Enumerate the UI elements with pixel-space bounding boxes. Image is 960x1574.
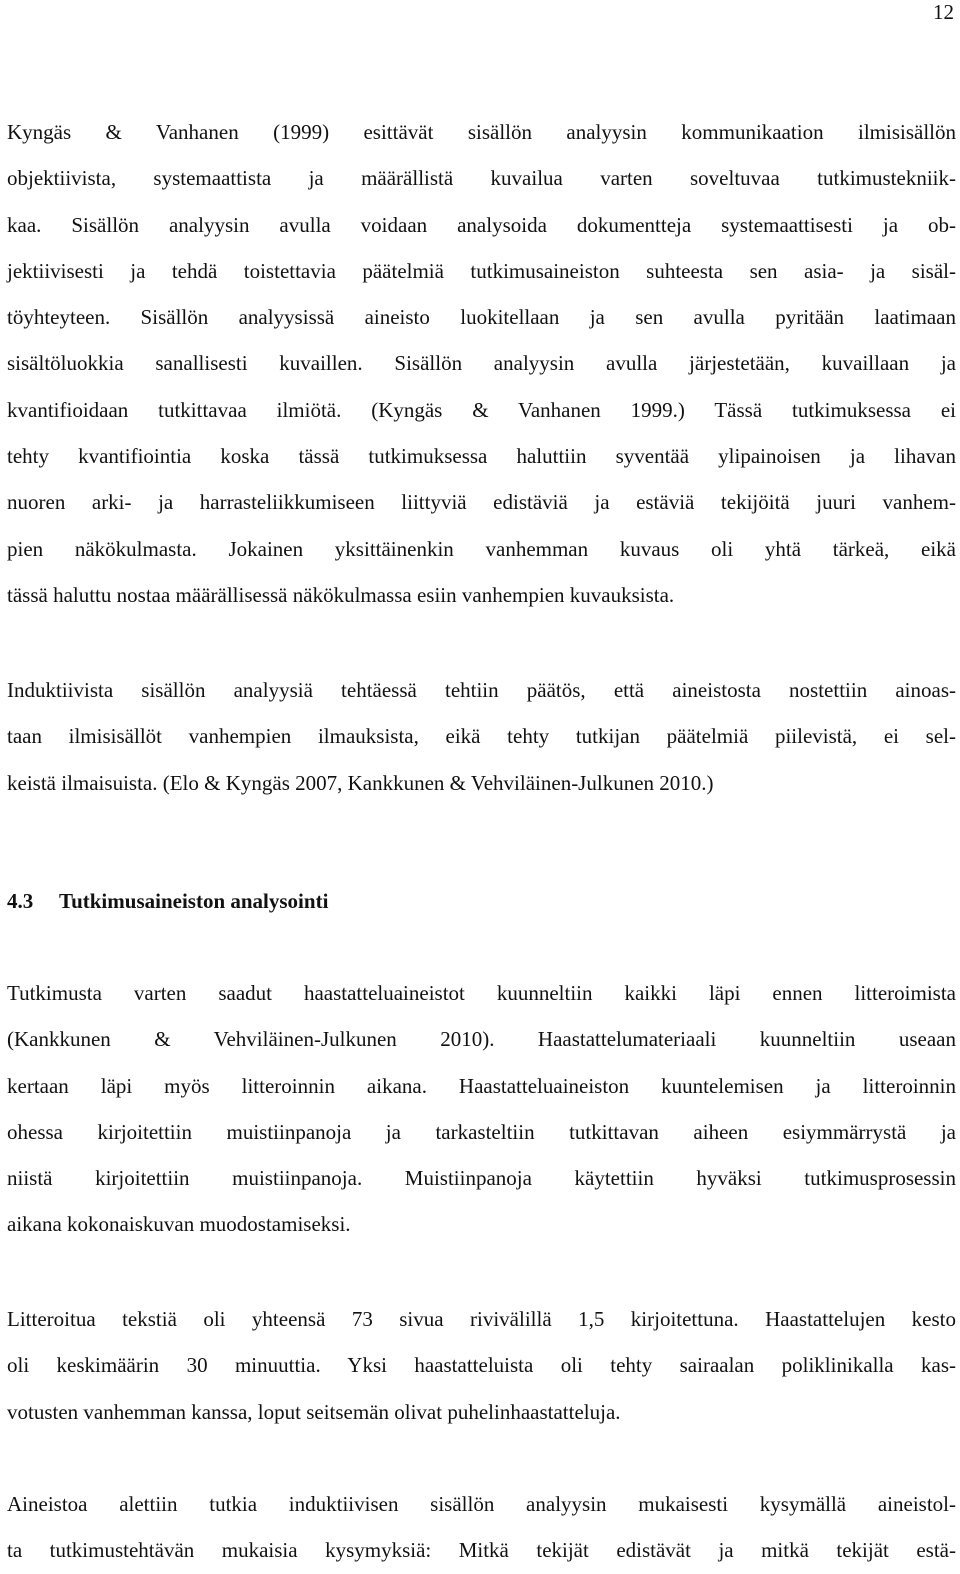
text-line: taan ilmisisällöt vanhempien ilmauksista, eikä tehty tutkijan päätelmiä piilevistä, ei sel- — [7, 724, 956, 749]
text-line: keistä ilmaisuista. (Elo & Kyngäs 2007, Kankkunen & Vehviläinen-Julkunen 2010.) — [7, 770, 714, 795]
text-line: ohessa kirjoitettiin muistiinpanoja ja tarkasteltiin tutkittavan aiheen esiymmärrystä ja — [7, 1119, 956, 1144]
section-heading — [7, 878, 328, 924]
text-line: niistä kirjoitettiin muistiinpanoja. Muistiinpanoja käytettiin hyväksi tutkimusprosessin — [7, 1166, 956, 1191]
page-number: 12 — [933, 0, 954, 24]
section-title: Tutkimusaineiston analysointi — [59, 889, 329, 913]
text-line: Kyngäs & Vanhanen (1999) esittävät sisällön analyysin kommunikaation ilmisisällön — [7, 120, 956, 144]
text-line: Aineistoa alettiin tutkia induktiivisen sisällön analyysin mukaisesti kysymällä aineistol- — [7, 1492, 956, 1516]
text-line: töyhteyteen. Sisällön analyysissä aineisto luokitellaan ja sen avulla pyritään laatimaan — [7, 305, 956, 330]
text-line: nuoren arki- ja harrasteliikkumiseen liittyviä edistäviä ja estäviä tekijöitä juuri vanhem- — [7, 490, 956, 515]
text-line: kvantifioidaan tutkittavaa ilmiötä. (Kyngäs & Vanhanen 1999.) Tässä tutkimuksessa ei — [7, 397, 956, 422]
paragraph-transcribed-text — [7, 1296, 956, 1435]
paragraph-content-analysis — [7, 109, 956, 618]
paragraph-research-questions — [7, 1481, 956, 1574]
paragraph-inductive-analysis — [7, 667, 956, 806]
text-line: Tutkimusta varten saadut haastatteluaineistot kuunneltiin kaikki läpi ennen litteroimista — [7, 981, 956, 1005]
text-line: oli keskimäärin 30 minuuttia. Yksi haastatteluista oli tehty sairaalan poliklinikalla kas- — [7, 1353, 956, 1378]
text-line: kaa. Sisällön analyysin avulla voidaan analysoida dokumentteja systemaattisesti ja ob- — [7, 212, 956, 237]
text-line: Induktiivista sisällön analyysiä tehtäessä tehtiin päätös, että aineistosta nostettiin ainoas- — [7, 678, 956, 702]
section-number: 4.3 — [7, 889, 34, 913]
text-line: jektiivisesti ja tehdä toistettavia päätelmiä tutkimusaineiston suhteesta sen asia- ja sisäl- — [7, 258, 956, 283]
text-line: tehty kvantifiointia koska tässä tutkimuksessa haluttiin syventää ylipainoisen ja lihavan — [7, 444, 956, 469]
text-line: objektiivista, systemaattista ja määrällistä kuvailua varten soveltuvaa tutkimustekniik- — [7, 166, 956, 191]
text-line: votusten vanhemman kanssa, loput seitsemän olivat puhelinhaastatteluja. — [7, 1399, 621, 1424]
text-line: pien näkökulmasta. Jokainen yksittäinenkin vanhemman kuvaus oli yhtä tärkeä, eikä — [7, 536, 956, 561]
text-line: sisältöluokkia sanallisesti kuvaillen. Sisällön analyysin avulla järjestetään, kuvaillaan ja — [7, 351, 956, 376]
paragraph-listening — [7, 970, 956, 1248]
text-line: Litteroitua tekstiä oli yhteensä 73 sivua rivivälillä 1,5 kirjoitettuna. Haastattelujen kesto — [7, 1307, 956, 1331]
text-line: tässä haluttu nostaa määrällisessä näkökulmassa esiin vanhempien kuvauksista. — [7, 582, 675, 607]
text-line: (Kankkunen & Vehviläinen-Julkunen 2010). Haastattelumateriaali kuunneltiin useaan — [7, 1027, 956, 1052]
text-line: kertaan läpi myös litteroinnin aikana. Haastatteluaineiston kuuntelemisen ja litteroinnin — [7, 1073, 956, 1098]
text-line: aikana kokonaiskuvan muodostamiseksi. — [7, 1212, 351, 1237]
text-line: ta tutkimustehtävän mukaisia kysymyksiä: Mitkä tekijät edistävät ja mitkä tekijät estä- — [7, 1538, 956, 1563]
